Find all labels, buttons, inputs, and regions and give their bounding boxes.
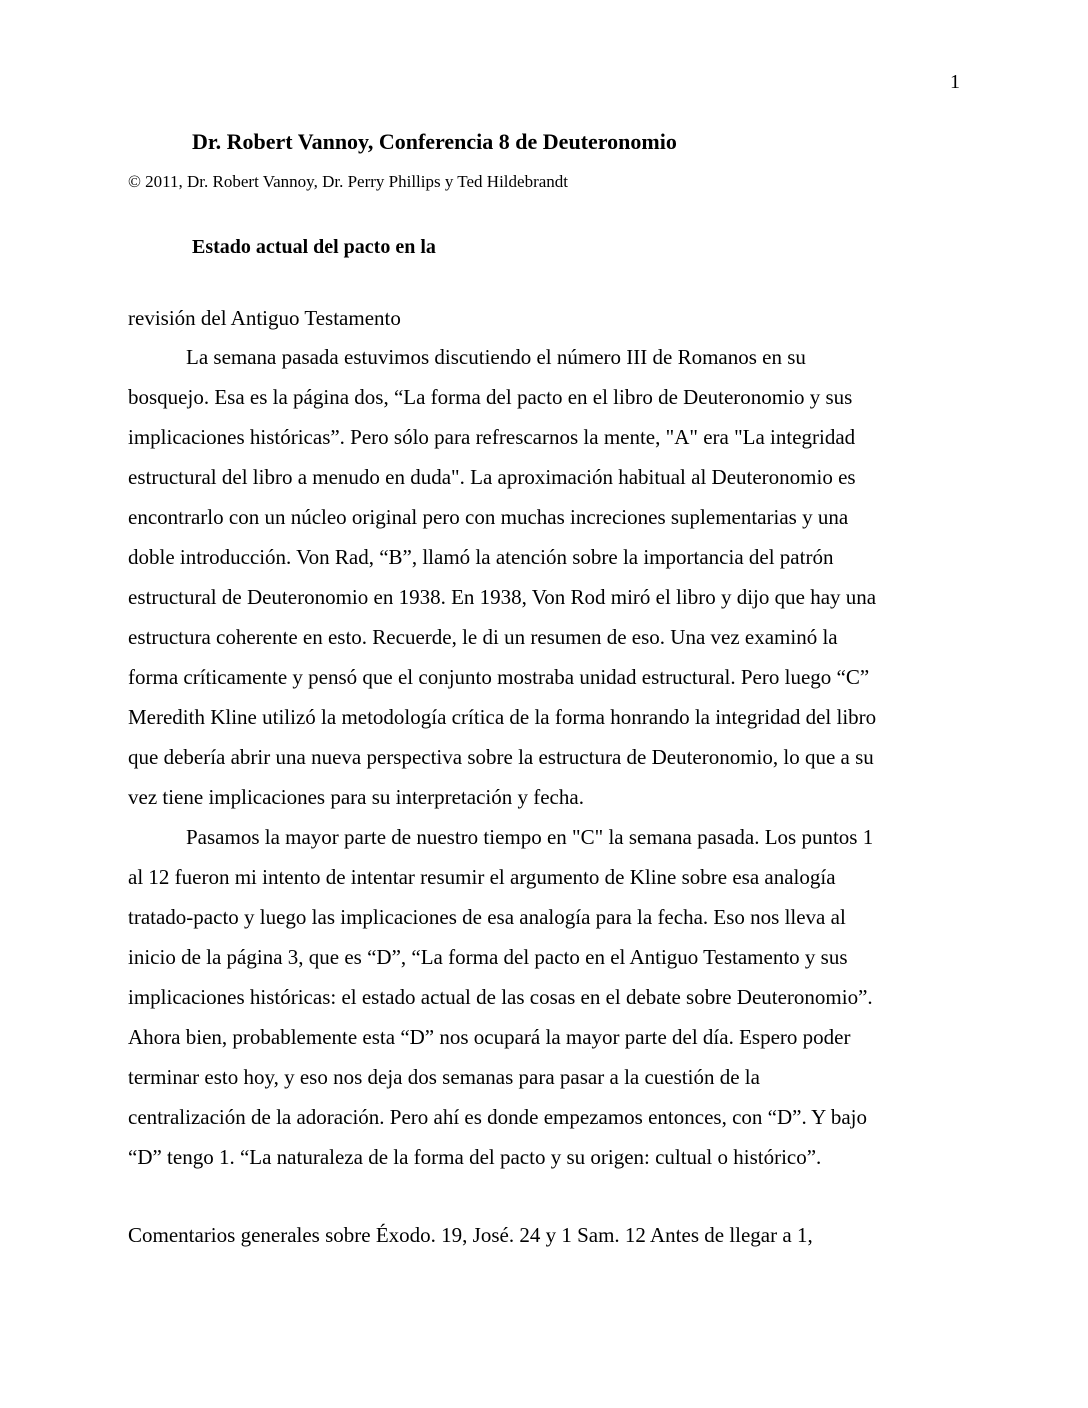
page-number: 1 <box>950 71 960 93</box>
section-heading: Estado actual del pacto en la <box>192 236 436 258</box>
document-title: Dr. Robert Vannoy, Conferencia 8 de Deuteronomio <box>192 129 677 154</box>
text-line: bosquejo. Esa es la página dos, “La forma del pacto en el libro de Deuteronomio y sus <box>128 385 853 409</box>
text-line: estructural de Deuteronomio en 1938. En 1938, Von Rod miró el libro y dijo que hay una <box>128 585 877 609</box>
text-line: inicio de la página 3, que es “D”, “La forma del pacto en el Antiguo Testamento y sus <box>128 945 848 969</box>
text-line: estructural del libro a menudo en duda". La aproximación habitual al Deuteronomio es <box>128 465 856 489</box>
text-line: Ahora bien, probablemente esta “D” nos ocupará la mayor parte del día. Espero poder <box>128 1025 851 1049</box>
text-line: terminar esto hoy, y eso nos deja dos semanas para pasar a la cuestión de la <box>128 1065 760 1089</box>
text-line: centralización de la adoración. Pero ahí es donde empezamos entonces, con “D”. Y bajo <box>128 1105 867 1129</box>
text-line: vez tiene implicaciones para su interpretación y fecha. <box>128 785 584 809</box>
text-line: La semana pasada estuvimos discutiendo el número III de Romanos en su <box>186 345 806 369</box>
text-line: encontrarlo con un núcleo original pero con muchas increciones suplementarias y una <box>128 505 849 529</box>
text-line: forma críticamente y pensó que el conjunto mostraba unidad estructural. Pero luego “C” <box>128 665 870 689</box>
text-line: implicaciones históricas: el estado actual de las cosas en el debate sobre Deuteronomio”. <box>128 985 873 1009</box>
text-line: Meredith Kline utilizó la metodología crítica de la forma honrando la integridad del libro <box>128 705 877 729</box>
text-line: estructura coherente en esto. Recuerde, le di un resumen de eso. Una vez examinó la <box>128 625 838 649</box>
text-line: al 12 fueron mi intento de intentar resumir el argumento de Kline sobre esa analogía <box>128 865 836 889</box>
text-line: que debería abrir una nueva perspectiva sobre la estructura de Deuteronomio, lo que a su <box>128 745 874 769</box>
text-line: tratado-pacto y luego las implicaciones de esa analogía para la fecha. Eso nos lleva al <box>128 905 846 929</box>
text-line: implicaciones históricas”. Pero sólo para refrescarnos la mente, "A" era "La integridad <box>128 425 856 449</box>
final-line: Comentarios generales sobre Éxodo. 19, José. 24 y 1 Sam. 12 Antes de llegar a 1, <box>128 1223 813 1247</box>
section-subheading: revisión del Antiguo Testamento <box>128 306 401 330</box>
text-line: doble introducción. Von Rad, “B”, llamó la atención sobre la importancia del patrón <box>128 545 834 569</box>
text-line: Pasamos la mayor parte de nuestro tiempo en "C" la semana pasada. Los puntos 1 <box>186 825 874 849</box>
copyright-line: © 2011, Dr. Robert Vannoy, Dr. Perry Phillips y Ted Hildebrandt <box>128 172 568 191</box>
text-line: “D” tengo 1. “La naturaleza de la forma del pacto y su origen: cultual o histórico”. <box>128 1145 822 1169</box>
